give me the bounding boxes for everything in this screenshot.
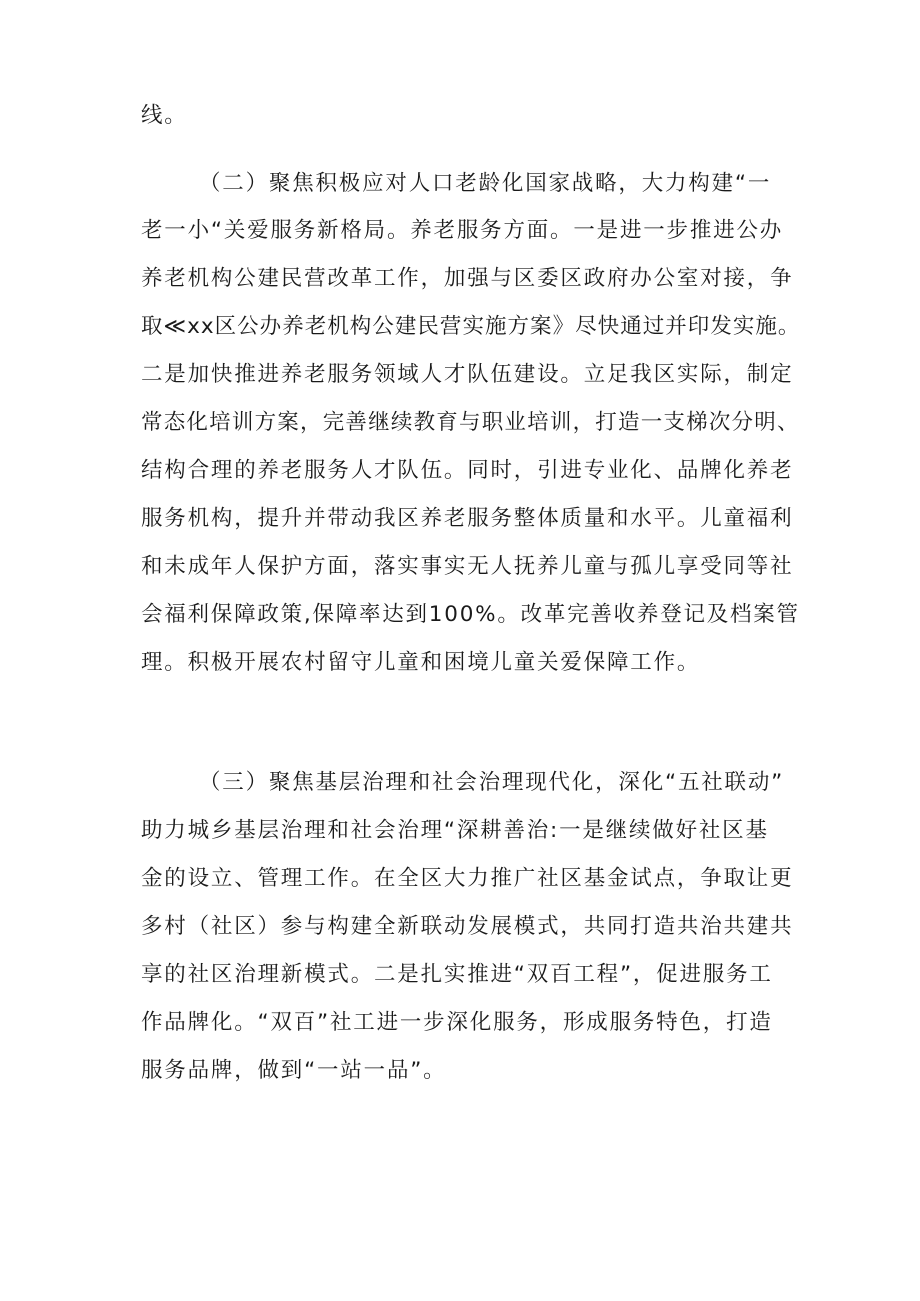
paragraph-line: 老一小“关爱服务新格局。养老服务方面。一是进一步推进公办 <box>141 218 784 243</box>
paragraph-line: 会福利保障政策,保障率达到100%。改革完善收养登记及档案管 <box>141 602 800 627</box>
paragraph-line: 服务机构，提升并带动我区养老服务整体质量和水平。儿童福利 <box>141 506 794 531</box>
paragraph-line: 养老机构公建民营改革工作，加强与区委区政府办公室对接，争 <box>141 266 794 291</box>
paragraph-line: 享的社区治理新模式。二是扎实推进“双百工程”，促进服务工 <box>141 962 773 987</box>
paragraph-line: 理。积极开展农村留守儿童和困境儿童关爱保障工作。 <box>141 650 701 675</box>
paragraph-line: 常态化培训方案，完善继续教育与职业培训，打造一支梯次分明、 <box>141 410 800 435</box>
paragraph-line: 和未成年人保护方面，落实事实无人抚养儿童与孤儿享受同等社 <box>141 554 794 579</box>
paragraph-line: 作品牌化。“双百”社工进一步深化服务，形成服务特色，打造 <box>141 1010 773 1035</box>
paragraph-line: 金的设立、管理工作。在全区大力推广社区基金试点，争取让更 <box>141 866 794 891</box>
paragraph-line: （二）聚焦积极应对人口老龄化国家战略，大力构建“一 <box>199 171 772 196</box>
paragraph-line: 多村（社区）参与构建全新联动发展模式，共同打造共治共建共 <box>141 914 794 939</box>
continuation-line: 线。 <box>141 103 188 128</box>
paragraph-line: 结构合理的养老服务人才队伍。同时，引进专业化、品牌化养老 <box>141 458 794 483</box>
paragraph-line: （三）聚焦基层治理和社会治理现代化，深化“五社联动” <box>199 770 785 795</box>
paragraph-line: 服务品牌，做到“一站一品”。 <box>141 1058 447 1083</box>
paragraph-line: 助力城乡基层治理和社会治理“深耕善治:一是继续做好社区基 <box>141 818 769 843</box>
paragraph-line: 二是加快推进养老服务领域人才队伍建设。立足我区实际，制定 <box>141 362 794 387</box>
paragraph-line: 取≪xx区公办养老机构公建民营实施方案》尽快通过并印发实施。 <box>141 314 801 339</box>
